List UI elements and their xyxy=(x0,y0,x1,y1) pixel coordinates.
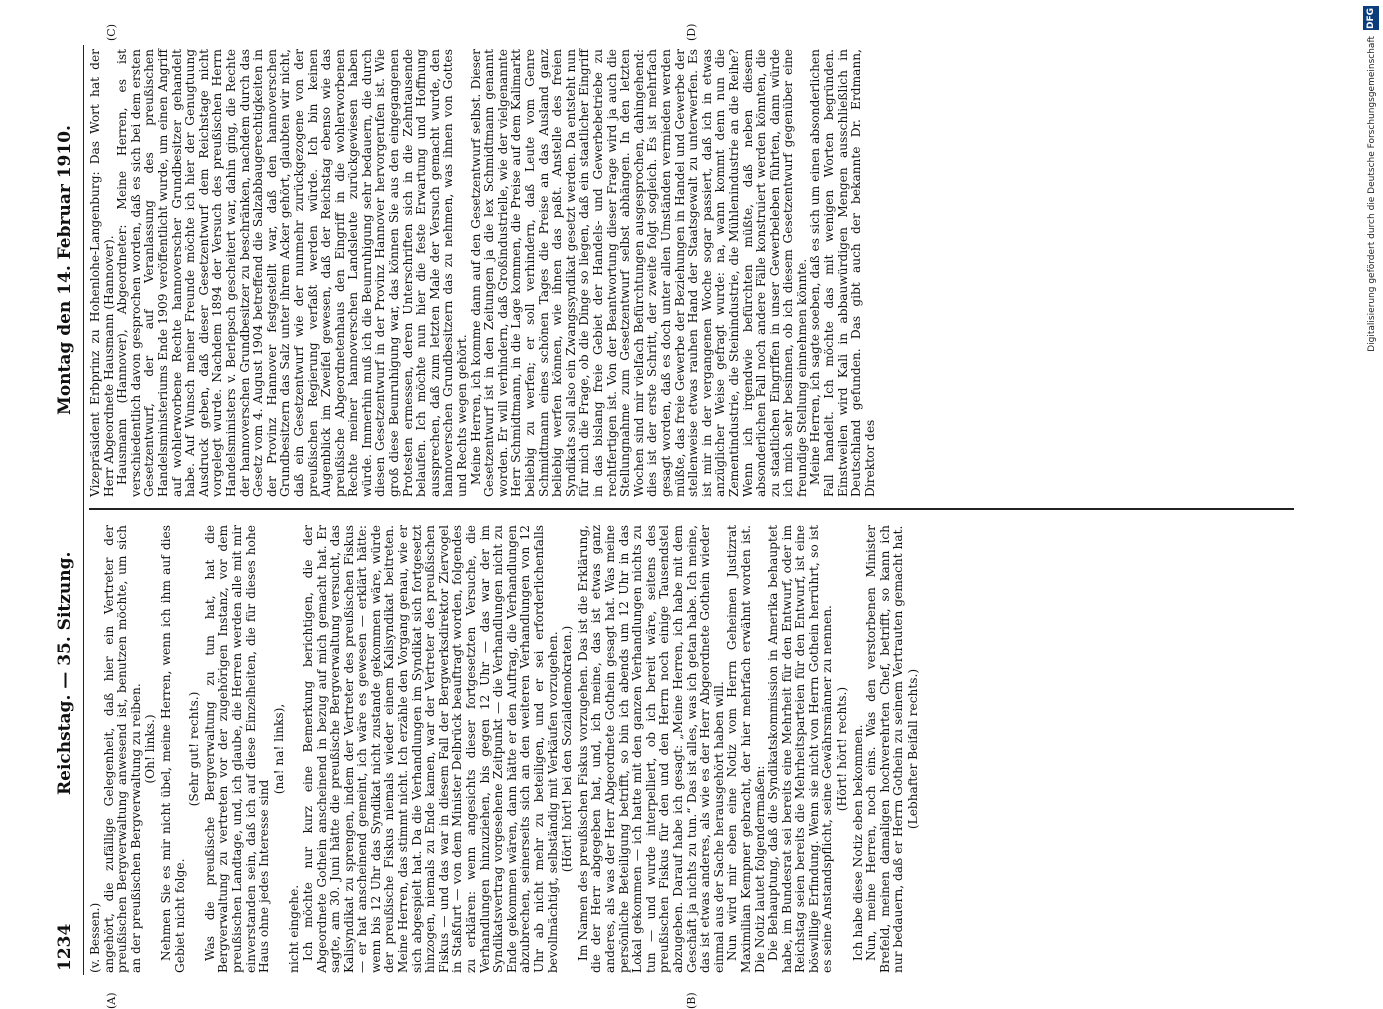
right-column xyxy=(89,49,877,497)
dfg-logo: DFG xyxy=(1363,6,1379,30)
digitization-credit: Digitalisierung gefördert durch die Deutsche Forschungsgemeinschaft xyxy=(1367,36,1377,352)
left-column-paragraph: (Sehr gut! rechts.) xyxy=(187,691,202,807)
margin-mark-a: (A) xyxy=(105,992,118,1009)
margin-mark-b: (B) xyxy=(685,992,698,1009)
session-title: Reichstag. — 35. Sitzung. xyxy=(55,551,75,795)
margin-mark-c: (C) xyxy=(105,24,118,41)
left-column xyxy=(89,525,923,973)
left-column-paragraph: Nun wird mir eben eine Notiz vom Herrn Geheimen Justizrat Maximilian Kempner gebracht, der hier mehrfach erwähnt worden ist. Die Notiz lautet folgendermaßen: xyxy=(725,525,767,973)
page-header xyxy=(45,45,85,975)
page-number: 1234 xyxy=(55,923,75,971)
left-column-paragraph: Die Behauptung, daß die Syndikatskommission in Amerika behauptet habe, im Bundesrat sei bereits eine Mehrheit für den Entwurf, oder im Reichstag seien bereits die Mehrheitsparteien für den Entwurf, ist eine böswillige Erfindung. Wenn sie nicht von Herrn Gothein herrührt, so ist es seine Anstandspflicht, seine Gewährsmänner zu nennen. xyxy=(766,525,835,973)
column-divider xyxy=(89,508,1294,510)
session-date: Montag den 14. Februar 1910. xyxy=(55,125,75,415)
left-column-paragraph: (Lebhafter Beifall rechts.) xyxy=(906,668,921,830)
left-column-paragraph: (Hört! hört! rechts.) xyxy=(835,686,850,812)
left-column-paragraph: Ich habe diese Notiz eben bekommen. xyxy=(850,724,865,961)
left-column-paragraph: (v. Bessen.) xyxy=(88,902,102,973)
left-column-paragraph: Ich möchte nur kurz eine Bemerkung berichtigen, die der Abgeordnete Gothein anscheinend in bezug auf mich gemacht hat. Er sagte, am 30. Juni hätte die preußische Bergverwaltung versucht, das Kalisyndikat zu sprengen, indem der Vertreter des preußischen Fiskus — er hat anscheinend gemeint, ich wäre es gewesen — erklärt hätte: wenn bis 12 Uhr das Syndikat nicht zustande gekommen wäre, würde der preußische Fiskus niemals wieder einem Kalisyndikat beitreten. Meine Herren, das stimmt nicht. Ich erzähle den Vorgang genau, wie er sich abgespielt hat. Da die Verhandlungen im Syndikat sich fortgesetzt hinzogen, niemals zu Ende kamen, war der Vertreter des preußischen Fiskus — und das war in diesem Fall der Bergwerksdirektor Ziervogel in Staßfurt — von dem Minister Delbrück beauftragt worden, folgendes zu erklären: wenn angesichts dieser fortgesetzten Versuche, die Verhandlungen hinzuziehen, bis gegen 12 Uhr — das war der im Syndikatsvertrag vorgesehene Zeitpunkt — die Verhandlungen nicht zu Ende gekommen wären, dann hätte er den Auftrag, die Verhandlungen abzubrechen, seinerseits sich an den weiteren Verhandlungen von 12 Uhr ab nicht mehr zu beteiligen, und er sei erforderlichenfalls bevollmächtigt, selbständig mit Verkäufen vorzugehen. xyxy=(300,525,560,973)
left-column-paragraph: Was die preußische Bergverwaltung zu tun hat, hat die Bergverwaltung zu vertreten vor der zugehörigen Instanz, vor dem preußischen Landtage, und, ich glaube, die Herren werden alle mit mir einverstanden sein, daß ich auf diese Einzelheiten, die für dieses hohe Haus ohne jedes Interesse sind xyxy=(202,525,272,973)
left-column-paragraph: (na! na! links), xyxy=(271,703,286,795)
left-column-paragraph: angehört, die zufällige Gelegenheit, daß hier ein Vertreter der preußischen Bergverwaltung anwesend ist, benutzen möchte, um sich an der preußischen Bergverwaltung zu reiben. xyxy=(101,525,143,973)
right-column-paragraph: Vizepräsident Erbprinz zu Hohenlohe-Langenburg: Das Wort hat der Herr Abgeordnete Hausmann (Hannover). xyxy=(88,49,116,497)
right-column-paragraph: Meine Herren, ich komme dann auf den Gesetzentwurf selbst. Dieser Gesetzentwurf ist in den Zeitungen ja die lex Schmidtmann genannt worden. Er will verhindern, daß Großindustrielle, wie der vielgenannte Herr Schmidtmann, in die Lage kommen, die Preise auf dem Kalimarkt beliebig zu werfen; er soll verhindern, daß Leute vom Genre Schmidtmann eines schönen Tages die Preise an das Ausland ganz beliebig werfen können, wie ihnen das paßt. Anstelle des freien Syndikats soll also ein Zwangssyndikat gesetzt werden. Da entsteht nun für mich die Frage, ob die Dinge so liegen, daß ein staatlicher Eingriff in das bislang freie Gebiet der Handels- und Gewerbebetriebe zu rechtfertigen ist. Von der Beantwortung dieser Frage wird ja auch die Stellungnahme zum Gesetzentwurf selbst abhängen. In den letzten Wochen sind mir vielfach Befürchtungen ausgesprochen, dahingehend: dies ist der erste Schritt, der zweite folgt sogleich. Es ist mehrfach gesagt worden, daß es doch unter allen Umständen vermieden werden müßte, das freie Gewerbe der Beziehungen in Handel und Gewerbe der stellenweise etwas rauhen Hand der Staatsgewalt zu unterwerfen. Es ist mir in der vergangenen Woche sogar passiert, daß ich in etwas anzüglicher Weise gefragt wurde: na, wann kommt denn nun die Zementindustrie, die Steinindustrie, die Mühlenindustrie an die Reihe? Wenn ich irgendwie befürchten müßte, daß neben diesem absonderlichen Fall noch andere Fälle konstruiert werden könnten, die zu staatlichen Eingriffen in unser Gewerbeleben führten, dann würde ich mich sehr besinnen, ob ich diesem Gesetzentwurf gegenüber eine freundige Stellung einnehmen könnte. xyxy=(468,49,809,497)
margin-mark-d: (D) xyxy=(685,23,698,41)
left-column-paragraph: (Hört! hört! bei den Sozialdemokraten.) xyxy=(560,625,575,873)
left-column-paragraph: Nehmen Sie es mir nicht übel, meine Herren, wenn ich ihm auf dies Gebiet nicht folge. xyxy=(158,525,187,973)
left-column-paragraph: Nun, meine Herren, noch eins. Was den verstorbenen Minister Brefeld, meinen damaligen hochverehrten Chef, betrifft, so kann ich nur bedauern, daß er Herrn Gothein zu seinem Vertrauten gemacht hat. xyxy=(864,525,906,973)
right-column-paragraph: Hausmann (Hannover), Abgeordneter: Meine Herren, es ist verschiedentlich davon gesprochen worden, daß es sich bei dem ersten Gesetzentwurf, der auf Veranlassung des preußischen Handelsministeriums Ende 1909 veröffentlicht wurde, um einen Angriff auf wohlerworbene Rechte hannoverscher Grundbesitzer gehandelt habe. Auf Wunsch meiner Freunde möchte ich hier der Genugtuung Ausdruck geben, daß dieser Gesetzentwurf dem Reichstage nicht vorgelegt wurde. Nachdem 1894 der Versuch des preußischen Herrn Handelsministers v. Berlepsch gescheitert war, dahin ging, die Rechte der hannoverschen Grundbesitzer zu beschränken, nachdem durch das Gesetz vom 4. August 1904 betreffend die Salzabbaugerechtigkeiten in der Provinz Hannover festgestellt war, daß den hannoverschen Grundbesitzern das Salz unter ihrem Acker gehört, glaubten wir nicht, daß ein Gesetzentwurf wie der nunmehr zurückgezogene von der preußischen Regierung verfaßt werden würde. Ich bin keinen Augenblick im Zweifel gewesen, daß der Reichstag ebenso wie das preußische Abgeordnetenhaus den Eingriff in die wohlerworbenen Rechte meiner hannoverschen Landsleute zurückgewiesen haben würde. Immerhin muß ich die Beunruhigung sehr bedauern, die durch diesen Gesetzentwurf in der Provinz Hannover hervorgerufen ist. Wie groß diese Beunruhigung war, das können Sie aus den eingegangenen Protesten ermessen, deren Unterschriften sich in die Zehntausende belaufen. Ich möchte nun hier die feste Erwartung und Hoffnung aussprechen, daß zum letzten Male der Versuch gemacht wurde, den hannoverschen Grundbesitzern das zu nehmen, was ihnen von Gottes und Rechts wegen gehört. xyxy=(115,49,470,497)
document-page xyxy=(45,23,1315,1009)
left-column-paragraph: (Oh! links.) xyxy=(143,714,158,784)
right-column-paragraph: Meine Herren, ich sagte soeben, daß es sich um einen absonderlichen Fall handelt. Ich möchte das mit wenigen Worten begründen. Einstweilen wird Kali in abbauwürdigen Mengen ausschließlich in Deutschland gefunden. Das gibt auch der bekannte Dr. Erdmann, Direktor des xyxy=(808,49,877,497)
left-column-paragraph: nicht eingehe. xyxy=(287,884,302,973)
left-column-paragraph: Im Namen des preußischen Fiskus vorzugehen. Das ist die Erklärung, die der Herr abgegeben hat, und, ich meine, das ist etwas ganz anderes, als was der Herr Abgeordnete Gothein gesagt hat. Was meine persönliche Beteiligung betrifft, so bin ich abends um 12 Uhr in das Lokal gekommen — ich hatte mit den ganzen Verhandlungen nichts zu tun — und wurde interpelliert, ob ich bereit wäre, seitens des preußischen Fiskus für den und den Herrn noch einige Tausendstel abzugeben. Darauf habe ich gesagt: „Meine Herren, ich habe mit dem Geschäft ja nichts zu tun.“ Das ist alles, was ich getan habe. Ich meine, das ist etwas anderes, als wie es der Herr Abgeordnete Gothein wieder einmal aus der Sache herausgehört haben will. xyxy=(575,525,726,973)
header-rule xyxy=(83,45,84,975)
